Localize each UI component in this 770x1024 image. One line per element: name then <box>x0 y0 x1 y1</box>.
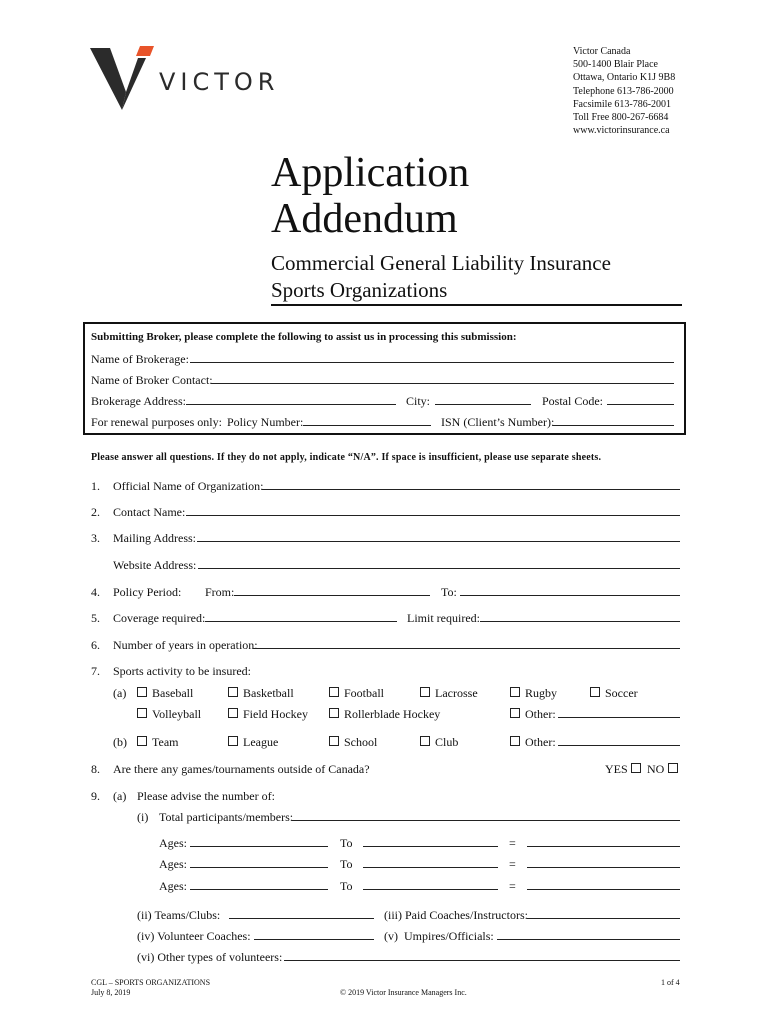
lacrosse-label: Lacrosse <box>435 686 478 700</box>
ages-from-field-1[interactable] <box>190 846 328 847</box>
total-participants-field[interactable] <box>292 820 680 821</box>
policy-from-field[interactable] <box>234 595 430 596</box>
title-line-1: Application <box>271 150 470 196</box>
ages-equals-2: = <box>509 857 516 871</box>
other-type-label: Other: <box>525 735 556 749</box>
policy-number-label: Policy Number: <box>227 415 304 429</box>
other-type-checkbox[interactable] <box>510 736 520 746</box>
no-checkbox[interactable] <box>668 763 678 773</box>
footer-form-name: CGL – SPORTS ORGANIZATIONS <box>91 978 211 987</box>
contact-company: Victor Canada <box>573 46 631 57</box>
renewal-label: For renewal purposes only: <box>91 415 222 429</box>
policy-to-field[interactable] <box>460 595 680 596</box>
ages-to-field-1[interactable] <box>363 846 498 847</box>
q6-label: Number of years in operation: <box>113 638 258 652</box>
broker-contact-field[interactable] <box>211 383 674 384</box>
q5-number: 5. <box>91 611 100 625</box>
limit-required-label: Limit required: <box>407 611 480 625</box>
q3-number: 3. <box>91 531 100 545</box>
league-label: League <box>243 735 279 749</box>
contact-city: Ottawa, Ontario K1J 9B8 <box>573 72 676 84</box>
coverage-required-field[interactable] <box>205 621 397 622</box>
q5-label: Coverage required: <box>113 611 206 625</box>
website-label: Website Address: <box>113 558 197 572</box>
q7-a-label: (a) <box>113 686 127 700</box>
page-subtitle <box>271 250 611 304</box>
umpires-officials-field[interactable] <box>497 939 680 940</box>
team-label: Team <box>152 735 179 749</box>
teams-clubs-field[interactable] <box>229 918 374 919</box>
q9-label: Please advise the number of: <box>137 789 275 803</box>
club-label: Club <box>435 735 459 749</box>
policy-to-label: To: <box>441 585 457 599</box>
isn-field[interactable] <box>553 425 674 426</box>
broker-heading: Submitting Broker, please complete the following to assist us in processing this submission: <box>91 331 517 343</box>
q1-label: Official Name of Organization: <box>113 479 264 493</box>
city-label: City: <box>406 394 431 408</box>
q3-label: Mailing Address: <box>113 531 196 545</box>
football-checkbox[interactable] <box>329 687 339 697</box>
brokerage-name-label: Name of Brokerage: <box>91 352 189 366</box>
team-checkbox[interactable] <box>137 736 147 746</box>
volleyball-label: Volleyball <box>152 707 202 721</box>
basketball-label: Basketball <box>243 686 294 700</box>
soccer-checkbox[interactable] <box>590 687 600 697</box>
q9-i-label: (i) <box>137 810 149 824</box>
mailing-address-field[interactable] <box>197 541 680 542</box>
ages-from-field-2[interactable] <box>190 867 328 868</box>
ages-label-2: Ages: <box>159 857 187 871</box>
school-checkbox[interactable] <box>329 736 339 746</box>
q9-a-label: (a) <box>113 789 127 803</box>
broker-contact-label: Name of Broker Contact: <box>91 373 213 387</box>
q1-number: 1. <box>91 479 100 493</box>
field-hockey-checkbox[interactable] <box>228 708 238 718</box>
volunteer-coaches-field[interactable] <box>254 939 374 940</box>
contact-fax: Facsimile 613-786-2001 <box>573 98 672 110</box>
ages-count-field-2[interactable] <box>527 867 680 868</box>
footer-copyright: © 2019 Victor Insurance Managers Inc. <box>340 988 467 997</box>
football-label: Football <box>344 686 385 700</box>
club-checkbox[interactable] <box>420 736 430 746</box>
ages-label-1: Ages: <box>159 836 187 850</box>
contact-tollfree: Toll Free 800-267-6684 <box>573 112 669 124</box>
ages-to-label-2: To <box>340 857 353 871</box>
footer-page-number: 1 of 4 <box>661 978 680 987</box>
ages-to-field-2[interactable] <box>363 867 498 868</box>
website-field[interactable] <box>198 568 680 569</box>
q2-label: Contact Name: <box>113 505 186 519</box>
rollerblade-hockey-checkbox[interactable] <box>329 708 339 718</box>
lacrosse-checkbox[interactable] <box>420 687 430 697</box>
basketball-checkbox[interactable] <box>228 687 238 697</box>
umpires-officials-label: (v) Umpires/Officials: <box>384 929 494 943</box>
title-line-2: Addendum <box>271 196 458 242</box>
total-participants-label: Total participants/members: <box>159 810 294 824</box>
paid-coaches-field[interactable] <box>527 918 680 919</box>
instructions: Please answer all questions. If they do not apply, indicate “N/A”. If space is insufficient, please use separate sheets. <box>91 452 602 463</box>
ages-to-field-3[interactable] <box>363 889 498 890</box>
yes-checkbox[interactable] <box>631 763 641 773</box>
q7-label: Sports activity to be insured: <box>113 664 251 678</box>
contact-website[interactable]: www.victorinsurance.ca <box>573 125 670 137</box>
rugby-label: Rugby <box>525 686 558 700</box>
rugby-checkbox[interactable] <box>510 687 520 697</box>
policy-from-label: From: <box>205 585 235 599</box>
other-sport-label: Other: <box>525 707 556 721</box>
subtitle-line-1: Commercial General Liability Insurance <box>271 251 611 275</box>
brokerage-address-field[interactable] <box>186 404 396 405</box>
other-volunteers-field[interactable] <box>284 960 680 961</box>
brokerage-address-label: Brokerage Address: <box>91 394 186 408</box>
policy-number-field[interactable] <box>303 425 431 426</box>
victor-logo <box>88 44 280 116</box>
victor-logo-mark <box>88 44 163 114</box>
q8-label: Are there any games/tournaments outside of Canada? <box>113 762 370 776</box>
isn-label: ISN (Client’s Number): <box>441 415 555 429</box>
company-contact-block <box>573 45 675 137</box>
postal-code-field[interactable] <box>607 404 674 405</box>
logo-wordmark: VICTOR <box>159 68 280 96</box>
footer-date: July 8, 2019 <box>91 988 131 997</box>
years-in-operation-field[interactable] <box>253 648 680 649</box>
other-sport-field[interactable] <box>558 717 680 718</box>
ages-count-field-1[interactable] <box>527 846 680 847</box>
ages-to-label-1: To <box>340 836 353 850</box>
yes-label: YES <box>605 762 628 776</box>
volleyball-checkbox[interactable] <box>137 708 147 718</box>
soccer-label: Soccer <box>605 686 638 700</box>
league-checkbox[interactable] <box>228 736 238 746</box>
q6-number: 6. <box>91 638 100 652</box>
teams-clubs-label: (ii) Teams/Clubs: <box>137 908 221 922</box>
paid-coaches-label: (iii) Paid Coaches/Instructors: <box>384 908 528 922</box>
q7-b-label: (b) <box>113 735 127 749</box>
school-label: School <box>344 735 378 749</box>
rollerblade-hockey-label: Rollerblade Hockey <box>344 707 441 721</box>
footer-form-info <box>91 978 210 998</box>
other-sport-checkbox[interactable] <box>510 708 520 718</box>
limit-required-field[interactable] <box>480 621 680 622</box>
ages-from-field-3[interactable] <box>190 889 328 890</box>
brokerage-name-field[interactable] <box>190 362 674 363</box>
q4-number: 4. <box>91 585 100 599</box>
other-type-field[interactable] <box>558 745 680 746</box>
q8-number: 8. <box>91 762 100 776</box>
ages-equals-3: = <box>509 879 516 893</box>
postal-code-label: Postal Code: <box>542 394 604 408</box>
ages-to-label-3: To <box>340 879 353 893</box>
baseball-checkbox[interactable] <box>137 687 147 697</box>
ages-equals-1: = <box>509 836 516 850</box>
other-volunteers-label: (vi) Other types of volunteers: <box>137 950 283 964</box>
title-rule <box>271 304 682 306</box>
city-field[interactable] <box>435 404 531 405</box>
q2-number: 2. <box>91 505 100 519</box>
q7-number: 7. <box>91 664 100 678</box>
subtitle-line-2: Sports Organizations <box>271 278 448 302</box>
volunteer-coaches-label: (iv) Volunteer Coaches: <box>137 929 251 943</box>
q9-number: 9. <box>91 789 100 803</box>
contact-street: 500-1400 Blair Place <box>573 59 658 71</box>
field-hockey-label: Field Hockey <box>243 707 308 721</box>
contact-name-field[interactable] <box>186 515 680 516</box>
q4-label: Policy Period: <box>113 585 182 599</box>
ages-label-3: Ages: <box>159 879 187 893</box>
page-title <box>271 150 469 242</box>
no-label: NO <box>647 762 665 776</box>
baseball-label: Baseball <box>152 686 194 700</box>
ages-count-field-3[interactable] <box>527 889 680 890</box>
organization-name-field[interactable] <box>262 489 680 490</box>
contact-telephone: Telephone 613-786-2000 <box>573 85 674 97</box>
